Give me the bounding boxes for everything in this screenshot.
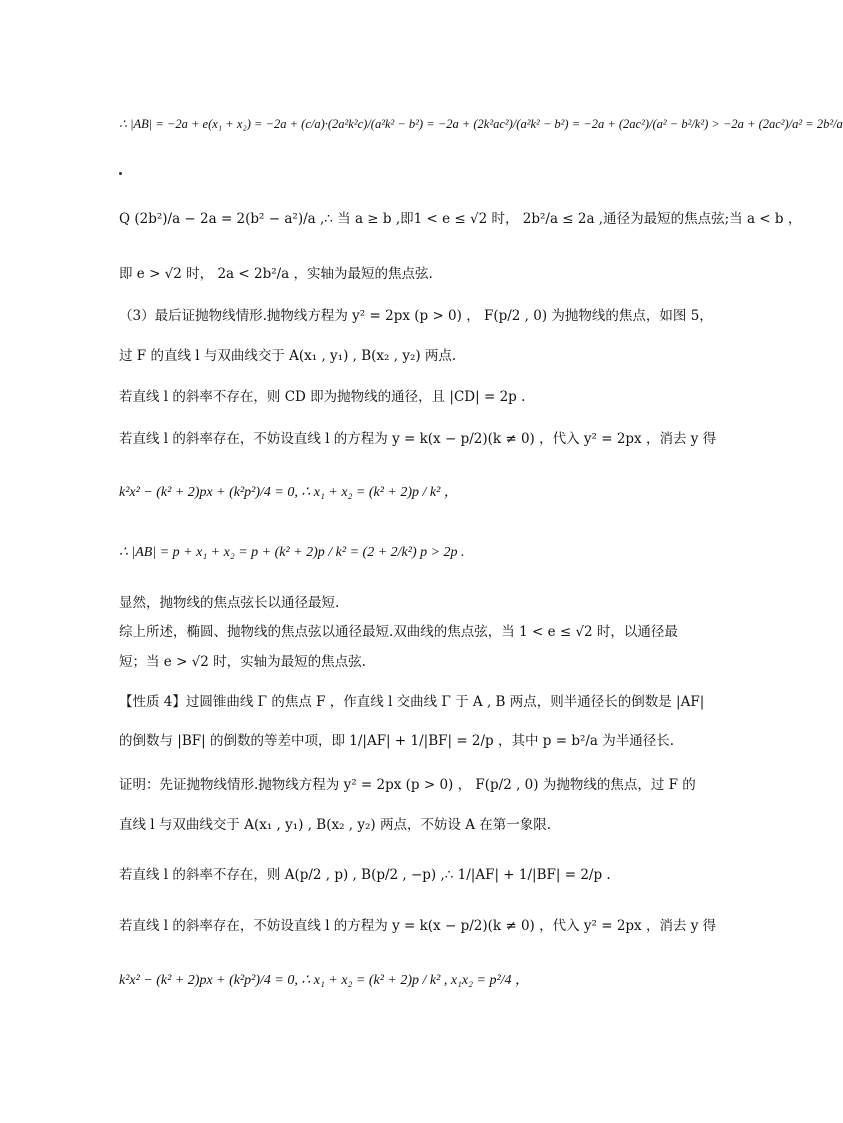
- text-line-summary-1: 综上所述，椭圆、抛物线的焦点弦以通径最短.双曲线的焦点弦，当 1 < e ≤ √2 时，以通径最: [119, 624, 678, 640]
- equation-quadratic-sum-product: k²x² − (k² + 2)px + (k²p²)/4 = 0, ∴ x₁ + x₂ = (k² + 2)p / k² , x₁x₂ = p²/4 ，: [119, 973, 530, 988]
- text-line-property-4: 【性质 4】过圆锥曲线 Γ 的焦点 F ，作直线 l 交曲线 Γ 于 A , B 两点，则半通径长的倒数是 |AF|: [119, 694, 705, 710]
- text-line-real-axis: 即 e > √2 时， 2a < 2b²/a ，实轴为最短的焦点弦.: [119, 266, 433, 282]
- text-line-proof-points: 直线 l 与双曲线交于 A(x₁ , y₁) , B(x₂ , y₂) 两点，不妨设 A 在第一象限.: [119, 817, 552, 833]
- text-line-proof-slope-exists: 若直线 l 的斜率存在，不妨设直线 l 的方程为 y = k(x − p/2)(k ≠ 0) ，代入 y² = 2px ，消去 y 得: [119, 918, 717, 934]
- text-line-intersect-points: 过 F 的直线 l 与双曲线交于 A(x₁ , y₁) , B(x₂ , y₂) 两点.: [119, 348, 457, 364]
- text-line-comparison: Q (2b²)/a − 2a = 2(b² − a²)/a ,∴ 当 a ≥ b ,即1 < e ≤ √2 时， 2b²/a ≤ 2a ,通径为最短的焦点弦;当 a < b ，: [119, 211, 802, 227]
- text-line-conclusion-parabola: 显然，抛物线的焦点弦长以通径最短.: [119, 595, 340, 611]
- text-line-proof-start: 证明：先证抛物线情形.抛物线方程为 y² = 2px (p > 0) ， F(p/2 , 0) 为抛物线的焦点，过 F 的: [119, 777, 696, 793]
- equation-ab-parabola: ∴ |AB| = p + x₁ + x₂ = p + (k² + 2)p / k² = (2 + 2/k²) p > 2p .: [119, 545, 465, 560]
- text-line-slope-undefined: 若直线 l 的斜率不存在，则 CD 即为抛物线的通径，且 |CD| = 2p .: [119, 389, 526, 405]
- text-line-slope-exists: 若直线 l 的斜率存在，不妨设直线 l 的方程为 y = k(x − p/2)(k ≠ 0) ，代入 y² = 2px ，消去 y 得: [119, 431, 717, 447]
- text-line-proof-slope-undefined: 若直线 l 的斜率不存在，则 A(p/2 , p) , B(p/2 , −p) ,∴ 1/|AF| + 1/|BF| = 2/p .: [119, 867, 611, 883]
- text-line-summary-2: 短；当 e > √2 时，实轴为最短的焦点弦.: [119, 654, 366, 670]
- equation-quadratic-sum: k²x² − (k² + 2)px + (k²p²)/4 = 0, ∴ x₁ + x₂ = (k² + 2)p / k² ，: [119, 485, 458, 500]
- text-line-parabola-case: （3）最后证抛物线情形.抛物线方程为 y² = 2px (p > 0) ， F(p/2 , 0) 为抛物线的焦点，如图 5，: [119, 308, 713, 324]
- stray-dot: [119, 172, 122, 175]
- text-line-harmonic-mean: 的倒数与 |BF| 的倒数的等差中项，即 1/|AF| + 1/|BF| = 2/p ，其中 p = b²/a 为半通径长.: [119, 733, 675, 749]
- equation-ab-length-hyperbola: ∴ |AB| = −2a + e(x₁ + x₂) = −2a + (c/a)·(2a²k²c)/(a²k² − b²) = −2a + (2k²ac²)/(a²k² − b²) = −2a + (2ac²)/(a² − b²/k²) > −2a + (2ac²)/a² = 2b²/a: [119, 117, 843, 131]
